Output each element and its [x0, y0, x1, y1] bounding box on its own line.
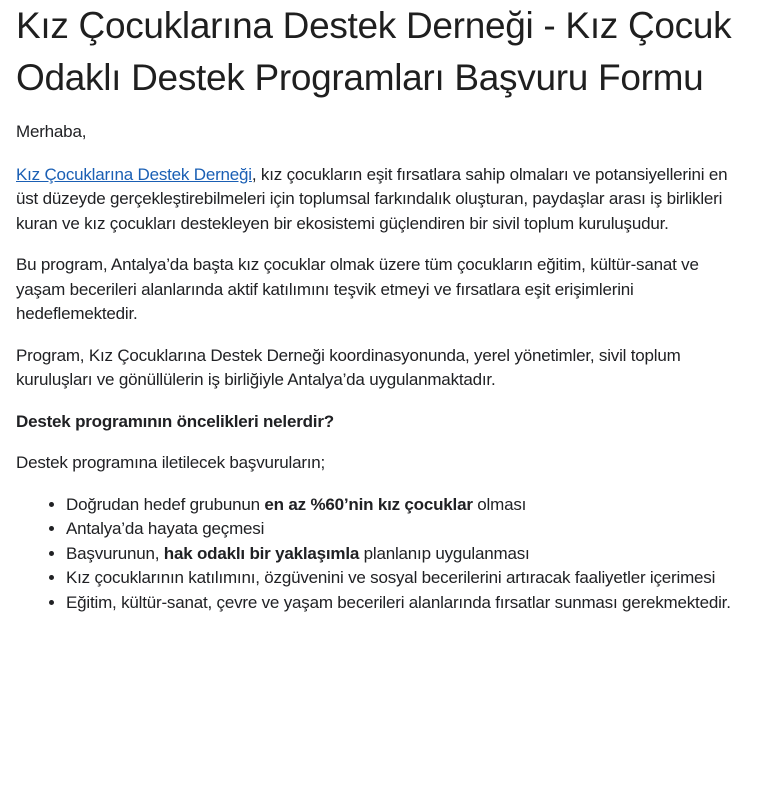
priorities-list: [16, 493, 752, 616]
list-item-text: Eğitim, kültür-sanat, çevre ve yaşam becerileri alanlarında fırsatlar sunması gerekmektedir.: [66, 592, 731, 612]
list-item: [66, 591, 752, 616]
list-item-bold-text: en az %60’nin kız çocuklar: [264, 494, 473, 514]
list-item-bold-text: hak odaklı bir yaklaşımla: [163, 543, 360, 563]
list-item-text: Antalya’da hayata geçmesi: [66, 519, 265, 538]
organization-link[interactable]: Kız Çocuklarına Destek Derneği: [16, 164, 252, 184]
program-coordination-paragraph: Program, Kız Çocuklarına Destek Derneği koordinasyonunda, yerel yönetimler, sivil toplum kuruluşları ve gönüllülerin iş birliğiyle Antalya’da uygulanmaktadır.: [16, 345, 681, 389]
list-item: [66, 566, 752, 591]
list-item-text: Doğrudan hedef grubunun: [66, 494, 265, 514]
intro-paragraph: [16, 163, 752, 237]
program-description-paragraph: Bu program, Antalya’da başta kız çocuklar olmak üzere tüm çocukların eğitim, kültür-sanat ve yaşam becerileri alanlarında aktif katılımını teşvik etmeyi ve fırsatlara eşit erişimlerini hedeflemektedir.: [16, 255, 699, 323]
list-item-text: planlanıp uygulanması: [359, 543, 530, 563]
list-item: [66, 493, 752, 518]
priorities-lead-text: Destek programına iletilecek başvuruların;: [16, 453, 326, 472]
greeting-text: Merhaba,: [16, 122, 87, 141]
intro-text: , kız çocukların eşit fırsatlara sahip olmaları ve potansiyellerini en üst düzeyde gerçekleştirebilmeleri için toplumsal farkındalık oluşturan, paydaşlar arası iş birlikleri kuran ve kız çocukları destekleyen bir ekosistemi güçlendiren bir sivil toplum kuruluşudur.: [16, 164, 728, 233]
list-item: [66, 542, 752, 567]
page-title: Kız Çocuklarına Destek Derneği - Kız Çocuk Odaklı Destek Programları Başvuru Formu: [16, 5, 732, 98]
list-item-text: Kız çocuklarının katılımını, özgüvenini ve sosyal becerilerini artıracak faaliyetler içerimesi: [66, 568, 716, 587]
list-item: [66, 517, 752, 542]
list-item-text: olması: [472, 494, 527, 514]
priorities-heading: Destek programının öncelikleri nelerdir?: [16, 411, 334, 431]
list-item-text: Başvurunun,: [66, 543, 164, 563]
